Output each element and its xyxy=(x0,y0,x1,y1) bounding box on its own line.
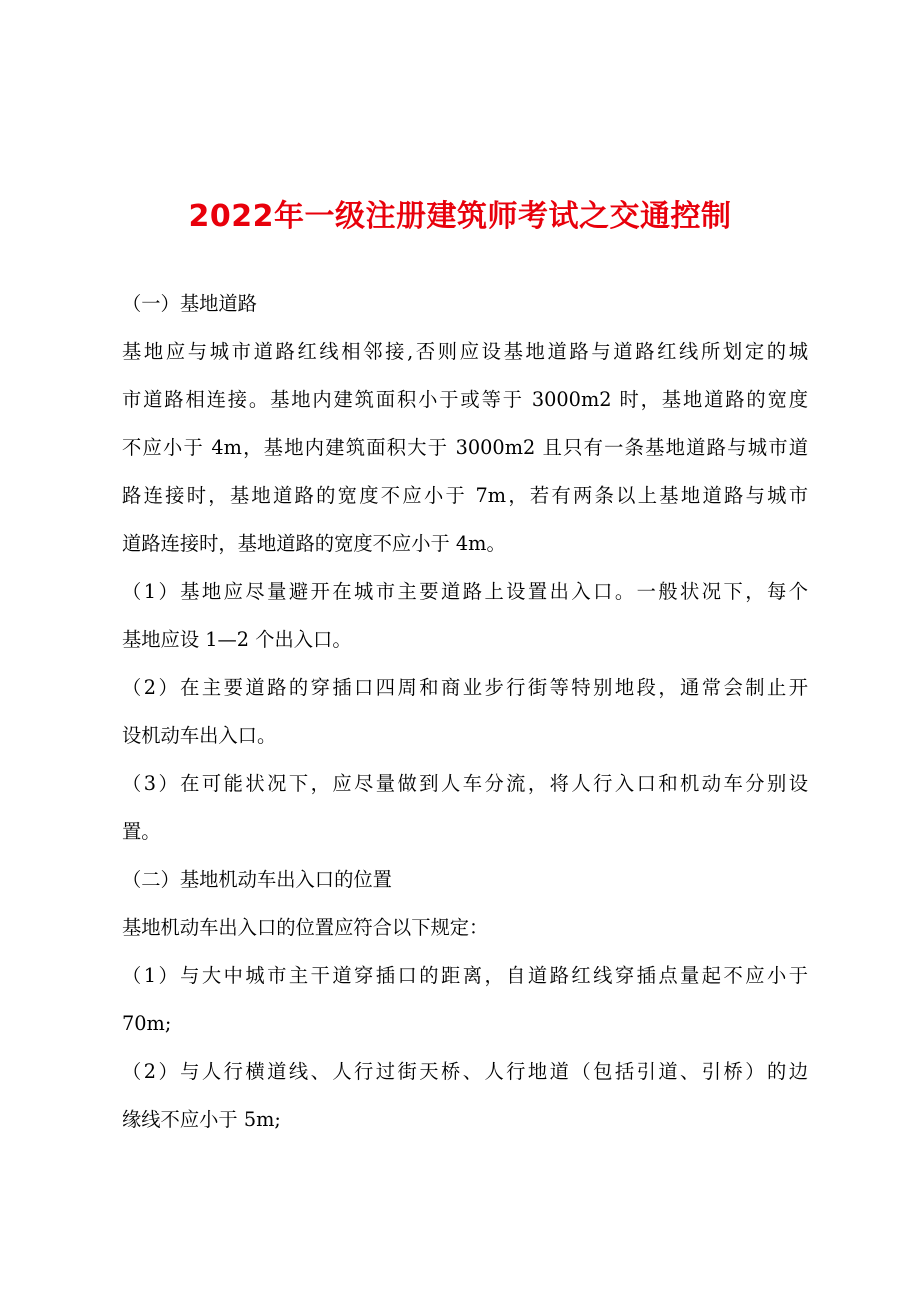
body-line: （二）基地机动车出入口的位置 xyxy=(122,868,392,891)
body-line: 基地应设 1—2 个出入口。 xyxy=(122,628,352,651)
body-line: （2）在主要道路的穿插口四周和商业步行街等特别地段，通常会制止开 xyxy=(122,676,808,699)
body-line: 不应小于 4m，基地内建筑面积大于 3000m2 且只有一条基地道路与城市道 xyxy=(122,436,808,459)
body-line: 置。 xyxy=(122,820,161,843)
body-line: 缘线不应小于 5m; xyxy=(122,1108,281,1131)
body-line: 设机动车出入口。 xyxy=(122,724,277,747)
body-line: 基地应与城市道路红线相邻接,否则应设基地道路与道路红线所划定的城 xyxy=(122,340,808,363)
document-title: 2022年一级注册建筑师考试之交通控制 xyxy=(188,199,732,234)
body-line: 道路连接时，基地道路的宽度不应小于 4m。 xyxy=(122,532,506,555)
body-line: （1）基地应尽量避开在城市主要道路上设置出入口。一般状况下，每个 xyxy=(122,580,808,603)
body-line: 路连接时，基地道路的宽度不应小于 7m，若有两条以上基地道路与城市 xyxy=(122,484,808,507)
body-line: 市道路相连接。基地内建筑面积小于或等于 3000m2 时，基地道路的宽度 xyxy=(122,388,808,411)
body-line: 基地机动车出入口的位置应符合以下规定： xyxy=(122,916,489,939)
body-line: （1）与大中城市主干道穿插口的距离，自道路红线穿插点量起不应小于 xyxy=(122,964,808,987)
document-body xyxy=(122,280,808,1144)
body-line: 70m; xyxy=(122,1012,172,1035)
body-line: （2）与人行横道线、人行过街天桥、人行地道（包括引道、引桥）的边 xyxy=(122,1060,808,1083)
body-line: （一）基地道路 xyxy=(122,292,257,315)
body-line: （3）在可能状况下，应尽量做到人车分流，将人行入口和机动车分别设 xyxy=(122,772,808,795)
